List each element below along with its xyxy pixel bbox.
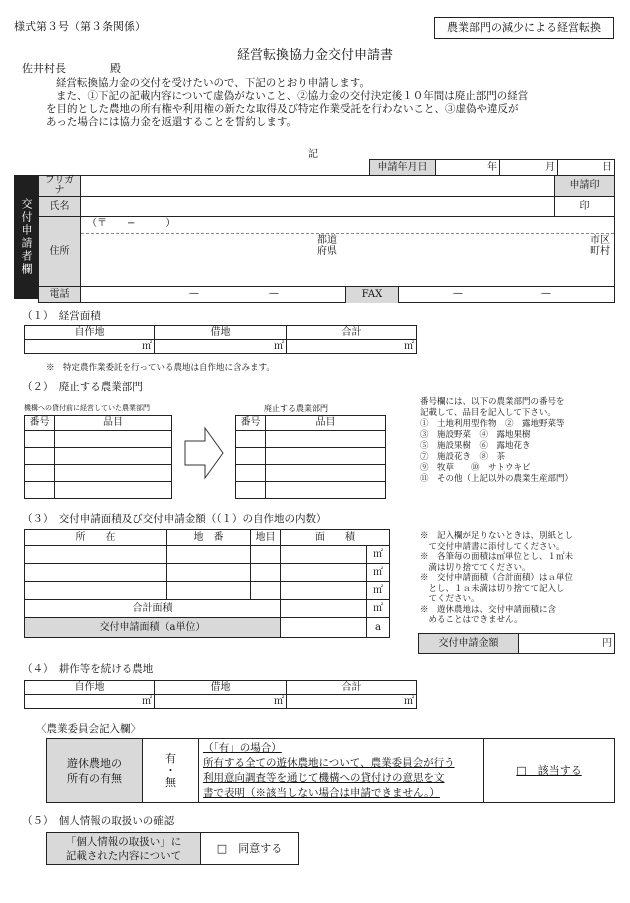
table-row [25, 431, 172, 448]
shiku-label: 市区 [590, 235, 610, 246]
total-area-label: 合計面積 [25, 600, 281, 618]
table-row [25, 465, 172, 482]
agree-checkbox[interactable]: □ 同意する [201, 833, 299, 865]
section-1-title: （１） 経営面積 [22, 310, 101, 322]
intro-line-1: 経営転換協力金の交付を受けたいので、下記のとおり申請します。 [56, 77, 370, 89]
intro-line-3: を目的とした農地の所有権や利用権の新たな取得及び特定作業受託を行わないこと、③虚偽や違反が [46, 103, 519, 115]
seal-mark: 印 [555, 197, 615, 217]
fax-dash-1: — [453, 288, 463, 299]
form-number: 様式第３号（第３条関係） [14, 20, 146, 33]
page-title: 経営転換協力金交付申請書 [236, 48, 393, 63]
phone-field[interactable] [81, 287, 615, 303]
continued-own-header: 自作地 [25, 681, 155, 695]
privacy-table [46, 832, 299, 865]
area-header: 面 積 [281, 530, 390, 546]
honorific: 殿 [110, 62, 121, 75]
applicant-side-label: 交付申請者欄 [14, 175, 38, 299]
address-label: 住所 [39, 217, 81, 287]
date-year[interactable]: 年 [436, 160, 500, 176]
applied-area-label: 交付申請面積（a単位） [25, 618, 281, 638]
leased-land-header: 借地 [155, 326, 287, 340]
committee-table [46, 738, 615, 803]
date-day[interactable]: 日 [558, 160, 615, 176]
name-label: 氏名 [39, 197, 81, 217]
management-area-table [24, 325, 417, 354]
phone-dash-2: — [269, 288, 279, 299]
continued-lease-value[interactable]: ㎡ [155, 695, 287, 709]
prior-departments-caption: 機構への貸付前に経営していた農業部門 [24, 404, 150, 412]
phone-label: 電話 [39, 287, 81, 303]
applied-area-value[interactable] [281, 618, 367, 638]
amount-value[interactable]: 円 [519, 634, 615, 654]
no-option: 無 [165, 775, 176, 789]
table-row: ㎡ [25, 546, 390, 564]
continued-lease-header: 借地 [155, 681, 287, 695]
arrow-right-icon [183, 425, 225, 481]
category-box: 農業部門の減少による経営転換 [434, 17, 614, 39]
abolished-no-header: 番号 [236, 416, 266, 431]
intro-line-4: あった場合には協力金を返還することを誓約します。 [46, 116, 298, 128]
prior-item-header: 品目 [55, 416, 172, 431]
applies-checkbox[interactable]: □ 該当する [484, 739, 615, 803]
section-5-title: （５） 個人情報の取扱いの確認 [22, 815, 175, 827]
section-3-notes: ※ 記入欄が足りないときは、別紙とし て交付申請書に添付してください。 ※ 各筆毎の面積は㎡単位とし、１㎡未 満は切り捨ててください。 ※ 交付申請面積（合計面積）はａ単位 とし、１ａ未満は切り捨てて記入し てください。 ※ 遊休農地は、交付申請面積に含 めることはできません。 [420, 531, 574, 625]
privacy-label: 「個人情報の取扱い」に 記載された内容について [47, 833, 201, 865]
committee-title: 〈農業委員会記入欄〉 [36, 723, 141, 735]
table-row [236, 448, 386, 465]
table-row [236, 482, 386, 499]
date-table [369, 159, 615, 176]
address-field[interactable] [81, 217, 615, 287]
section-1-note: ※ 特定農作業委託を行っている農地は自作地に含みます。 [46, 363, 275, 373]
fuken-label: 府県 [317, 246, 337, 257]
idle-land-condition: （「有」の場合） 所有する全ての遊休農地について、農業委員会が行う 利用意向調査等を通じて機構への貸付けの意思を文 書で表明（※該当しない場合は申請できません。） [199, 739, 484, 803]
ki-label: 記 [308, 149, 318, 160]
abolished-departments-table [235, 415, 386, 499]
total-value[interactable]: ㎡ [287, 340, 417, 354]
lot-header: 地 番 [167, 530, 251, 546]
todo-label: 都道 [317, 235, 337, 246]
postal-code: （〒 − ） [87, 218, 176, 229]
continued-total-value[interactable]: ㎡ [287, 695, 417, 709]
idle-land-label: 遊休農地の 所有の有無 [47, 739, 143, 803]
table-row [236, 431, 386, 448]
abolished-item-header: 品目 [266, 416, 386, 431]
leased-land-value[interactable]: ㎡ [155, 340, 287, 354]
furigana-label: フリガナ [39, 176, 81, 197]
location-header: 所 在 [25, 530, 167, 546]
application-area-table: 所 在 地 番 地目 面 積 ㎡ ㎡ ㎡ 合計面積 ㎡ 交付申請面積（a単位） a [24, 529, 390, 638]
prior-no-header: 番号 [25, 416, 55, 431]
applicant-table [38, 175, 615, 303]
category-header: 地目 [251, 530, 281, 546]
application-amount-table [418, 633, 615, 654]
chouson-label: 町村 [590, 246, 610, 257]
furigana-field[interactable] [81, 176, 555, 197]
abolished-departments-caption: 廃止する農業部門 [264, 404, 328, 413]
addressee: 佐井村長 [22, 62, 66, 75]
section-2-title: （２） 廃止する農業部門 [22, 381, 143, 393]
own-land-value[interactable]: ㎡ [25, 340, 155, 354]
table-row: ㎡ [25, 582, 390, 600]
department-guide: 番号欄には、以下の農業部門の番号を 記載して、品目を記入して下さい。 ① 土地利用型作物 ② 露地野菜等 ③ 施設野菜 ④ 露地果樹 ⑤ 施設果樹 ⑥ 露地花き ⑦ 施設花き ⑧ 茶 ⑨ 牧草 ⑩ サトウキビ ⑪ その他（上記以外の農業生産部門） [420, 397, 574, 484]
amount-label: 交付申請金額 [419, 634, 519, 654]
continued-land-table [24, 680, 417, 709]
yes-option: 有 [165, 751, 176, 765]
table-row [236, 465, 386, 482]
section-4-title: （４） 耕作等を続ける農地 [22, 663, 154, 675]
name-field[interactable] [81, 197, 555, 217]
fax-label: FAX [345, 287, 399, 303]
seal-header: 申請印 [555, 176, 615, 197]
total-header: 合計 [287, 326, 417, 340]
intro-line-2: また、①下記の記載内容について虚偽がないこと、②協力金の交付決定後１０年間は廃止部門の経営 [56, 90, 529, 102]
fax-dash-2: — [541, 288, 551, 299]
table-row: ㎡ [25, 564, 390, 582]
continued-total-header: 合計 [287, 681, 417, 695]
date-label: 申請年月日 [370, 160, 436, 176]
total-area-value[interactable] [281, 600, 367, 618]
table-row [25, 448, 172, 465]
continued-own-value[interactable]: ㎡ [25, 695, 155, 709]
prior-departments-table [24, 415, 172, 499]
phone-dash-1: — [189, 288, 199, 299]
section-3-title: （３） 交付申請面積及び交付申請金額（（１）の自作地の内数） [22, 513, 327, 525]
table-row [25, 482, 172, 499]
yes-no-choice[interactable]: 有 ・ 無 [143, 739, 199, 803]
date-month[interactable]: 月 [500, 160, 558, 176]
own-land-header: 自作地 [25, 326, 155, 340]
